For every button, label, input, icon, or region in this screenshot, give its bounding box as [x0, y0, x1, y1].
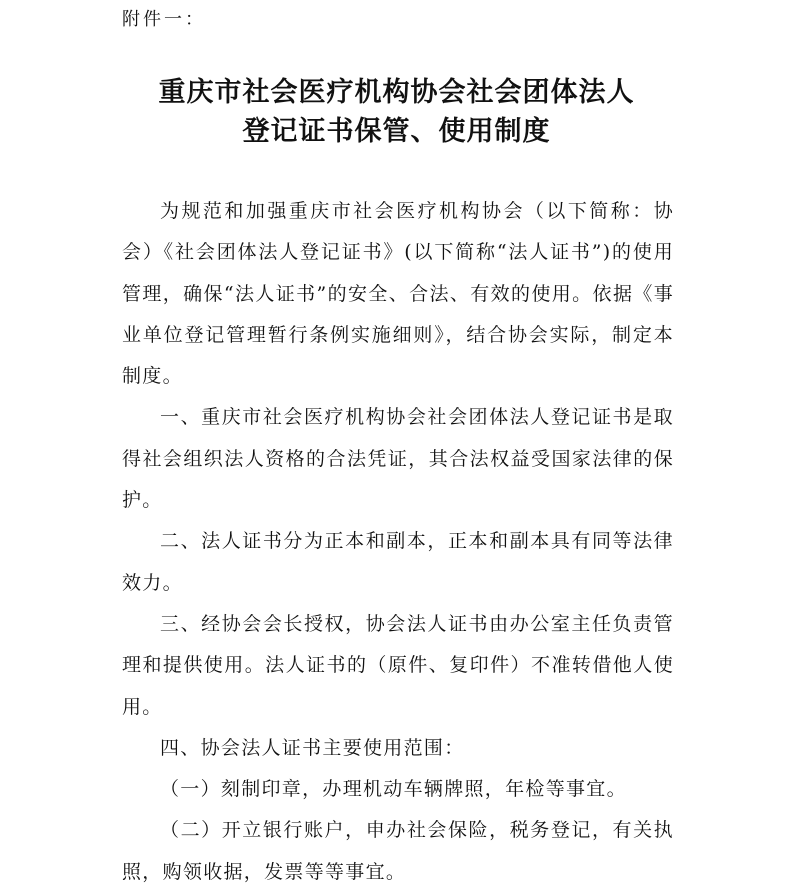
paragraph-item-3: 三、经协会会长授权，协会法人证书由办公室主任负责管理和提供使用。法人证书的（原件、复印件）不准转借他人使用。	[122, 612, 674, 718]
paragraph-subitem-2: （二）开立银行账户，申办社会保险，税务登记，有关执照，购领收据，发票等等事宜。	[122, 819, 674, 883]
document-title-line-2: 登记证书保管、使用制度	[242, 116, 551, 147]
paragraph-subitem-1: （一）刻制印章，办理机动车辆牌照，年检等事宜。	[160, 778, 627, 801]
paragraph-intro: 为规范和加强重庆市社会医疗机构协会（以下简称：协会）《社会团体法人登记证书》(以下简称“法人证书”)的使用管理，确保“法人证书”的安全、合法、有效的使用。依据《事业单位登记管理暂行条例实施细则》，结合协会实际，制定本制度。	[122, 200, 674, 388]
paragraph-item-2: 二、法人证书分为正本和副本，正本和副本具有同等法律效力。	[122, 530, 674, 594]
paragraph-item-4: 四、协会法人证书主要使用范围：	[160, 736, 465, 759]
document-body	[122, 191, 674, 893]
attachment-label: 附件一：	[122, 9, 206, 30]
document-title-line-1: 重庆市社会医疗机构协会社会团体法人	[158, 77, 635, 108]
paragraph-item-1: 一、重庆市社会医疗机构协会社会团体法人登记证书是取得社会组织法人资格的合法凭证，其合法权益受国家法律的保护。	[122, 406, 674, 512]
